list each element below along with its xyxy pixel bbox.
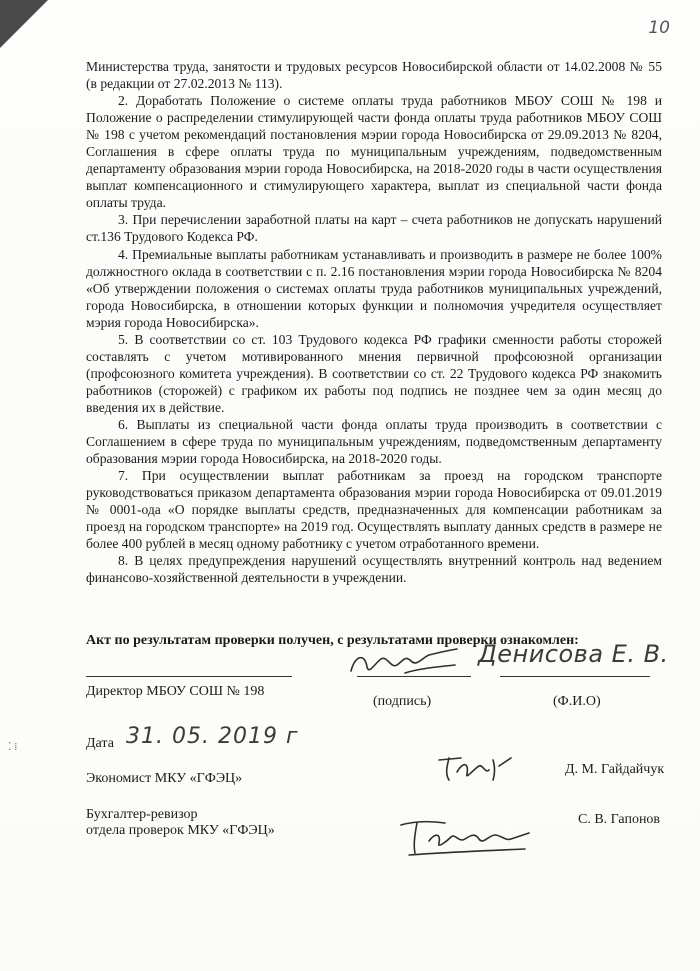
economist-title: Экономист МКУ «ГФЭЦ»: [86, 771, 243, 786]
paragraph-7: 7. При осуществлении выплат работникам за проезд на городском транспорте руководствоваться приказом департамента образования мэрии города Новосибирска от 09.01.2019 № 0001-ода «О порядке выплаты средств, предназначенных для компенсации работникам за проезд на городском транспорте» на 2019 год. Осуществлять выплату данных средств в размере не более 400 рублей в месяц одному работнику с учетом отработанного времени.: [86, 468, 662, 552]
page-number: 10: [648, 18, 670, 38]
director-handwritten-name: Денисова Е. В.: [478, 640, 669, 668]
auditor-title-line2: отдела проверок МКУ «ГФЭЦ»: [86, 823, 275, 838]
date-label: Дата: [86, 736, 114, 751]
director-title-underline: [86, 676, 292, 677]
folded-corner: [0, 0, 48, 48]
auditor-title-line1: Бухгалтер-ревизор: [86, 807, 198, 822]
auditor-signature: [395, 815, 535, 859]
paragraph-continuation: Министерства труда, занятости и трудовых ресурсов Новосибирской области от 14.02.2008 № 55 (в редакции от 27.02.2013 № 113).: [86, 59, 662, 92]
acknowledgement-line: Акт по результатам проверки получен, с результатами проверки ознакомлен:: [86, 633, 579, 648]
director-signature-line: [357, 676, 471, 677]
paragraph-4: 4. Премиальные выплаты работникам устанавливать и производить в размере не более 100% должностного оклада в соответствии с п. 2.16 постановления мэрии города Новосибирска № 8204 «Об утверждении положения о системах оплаты труда работников муниципальных учреждений, города Новосибирска, в отношении которых функции и полномочия учредителя осуществляет мэрия города Новосибирска».: [86, 246, 662, 330]
paragraph-5: 5. В соответствии со ст. 103 Трудового кодекса РФ графики сменности работы сторожей составлять с учетом мотивированного мнения первичной профсоюзной организации (профсоюзного комитета учреждения). В соответствии со ст. 22 Трудового кодекса РФ знакомить работников (сторожей) с графиком их работы под подпись не позднее чем за один месяц до введения их в действие.: [86, 331, 662, 415]
document-body: [86, 58, 662, 586]
economist-name: Д. М. Гайдайчук: [565, 762, 665, 777]
auditor-name: С. В. Гапонов: [578, 812, 661, 827]
paragraph-2: 2. Доработать Положение о системе оплаты труда работников МБОУ СОШ № 198 и Положение о распределении стимулирующей части фонда оплаты труда работников МБОУ СОШ № 198 с учетом рекомендаций постановления мэрии города Новосибирска от 29.09.2013 № 8204, Соглашения в сфере оплаты труда по муниципальным учреждениям, подведомственным департаменту образования мэрии города Новосибирска, на 2018-2020 годы в части осуществления выплат компенсационного и стимулирующего характера, выплат из специальной части фонда оплаты труда.: [86, 93, 662, 211]
paragraph-8: 8. В целях предупреждения нарушений осуществлять внутренний контроль над ведением финансово-хозяйственной деятельности в учреждении.: [86, 553, 662, 586]
paragraph-3: 3. При перечислении заработной платы на карт – счета работников не допускать нарушений ст.136 Трудового Кодекса РФ.: [86, 212, 662, 245]
director-title: Директор МБОУ СОШ № 198: [86, 684, 265, 699]
name-caption: (Ф.И.О): [553, 694, 601, 709]
scan-speck: ⁚ ⁞: [8, 741, 18, 753]
paragraph-6: 6. Выплаты из специальной части фонда оплаты труда производить в соответствии с Соглашением в сфере труда по муниципальным учреждениям, подведомственным департаменту образования мэрии города Новосибирска, на 2018-2020 годы.: [86, 416, 662, 467]
economist-signature: [435, 752, 515, 784]
director-signature: [345, 645, 465, 683]
date-handwritten-value: 31. 05. 2019 г: [126, 724, 299, 749]
signature-caption: (подпись): [373, 694, 432, 709]
director-name-line: [500, 676, 650, 677]
